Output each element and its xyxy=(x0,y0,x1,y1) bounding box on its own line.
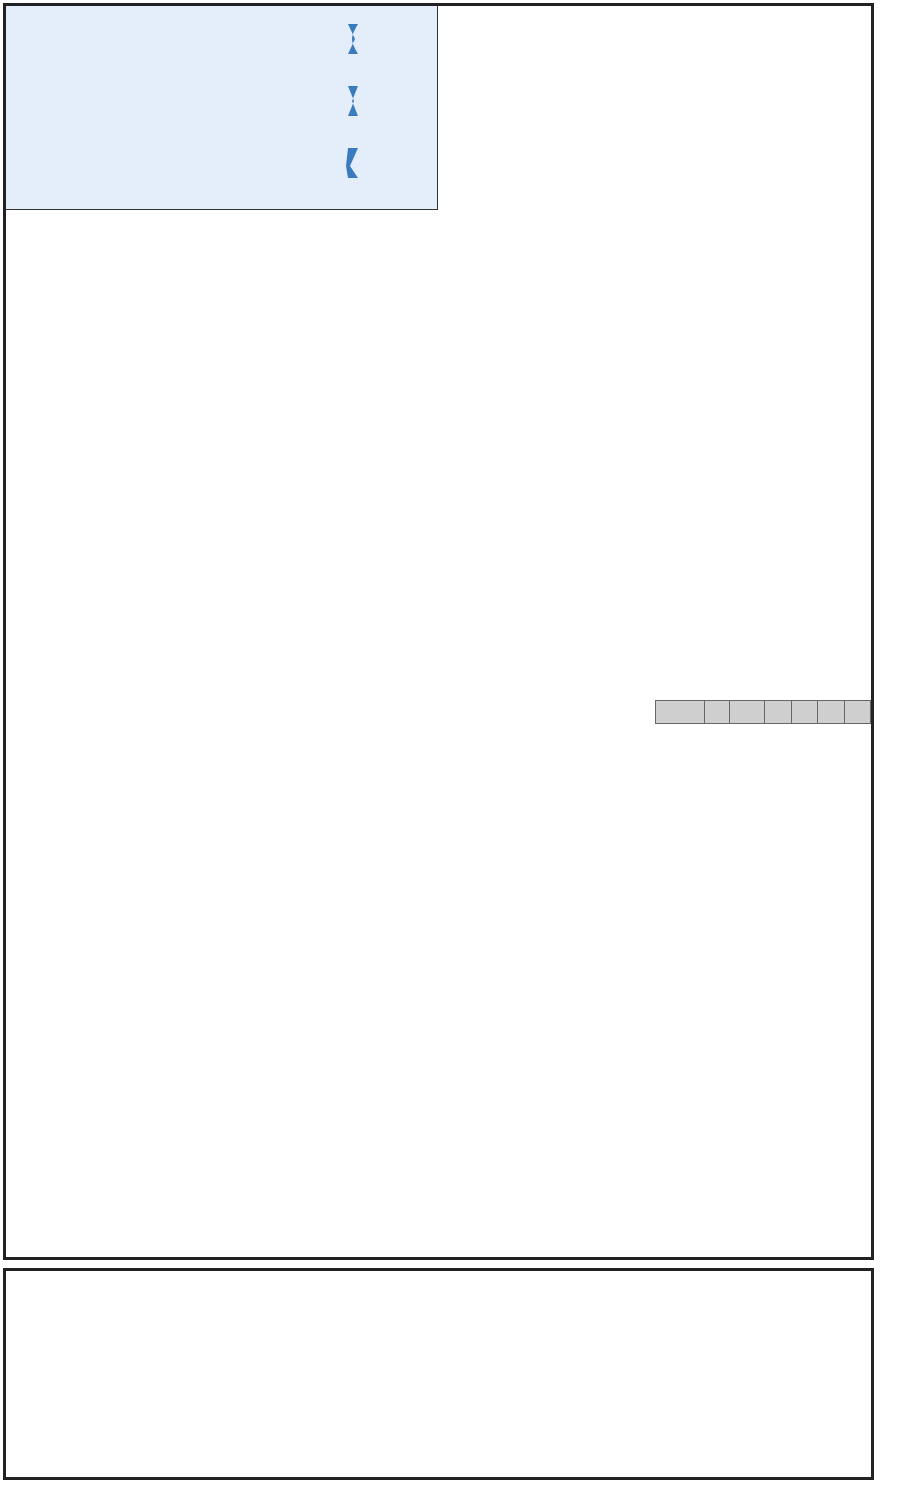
hero-panel xyxy=(6,6,438,210)
angle-blade-icon xyxy=(346,148,360,178)
round-blade-icon xyxy=(346,24,360,54)
ef-header-b xyxy=(791,701,818,724)
flat-blade-icon xyxy=(346,86,360,116)
ef-header-a xyxy=(765,701,792,724)
bottom-frame xyxy=(3,1268,874,1480)
ef-spec-table xyxy=(655,700,871,724)
ef-table-header-row xyxy=(656,701,871,724)
ef-header-model xyxy=(656,701,705,724)
ef-header-d xyxy=(844,701,871,724)
ef-header-c xyxy=(818,701,845,724)
ef-header-size xyxy=(705,701,730,724)
ef-header-weight xyxy=(730,701,765,724)
ef-spec-table-wrap xyxy=(655,700,871,724)
